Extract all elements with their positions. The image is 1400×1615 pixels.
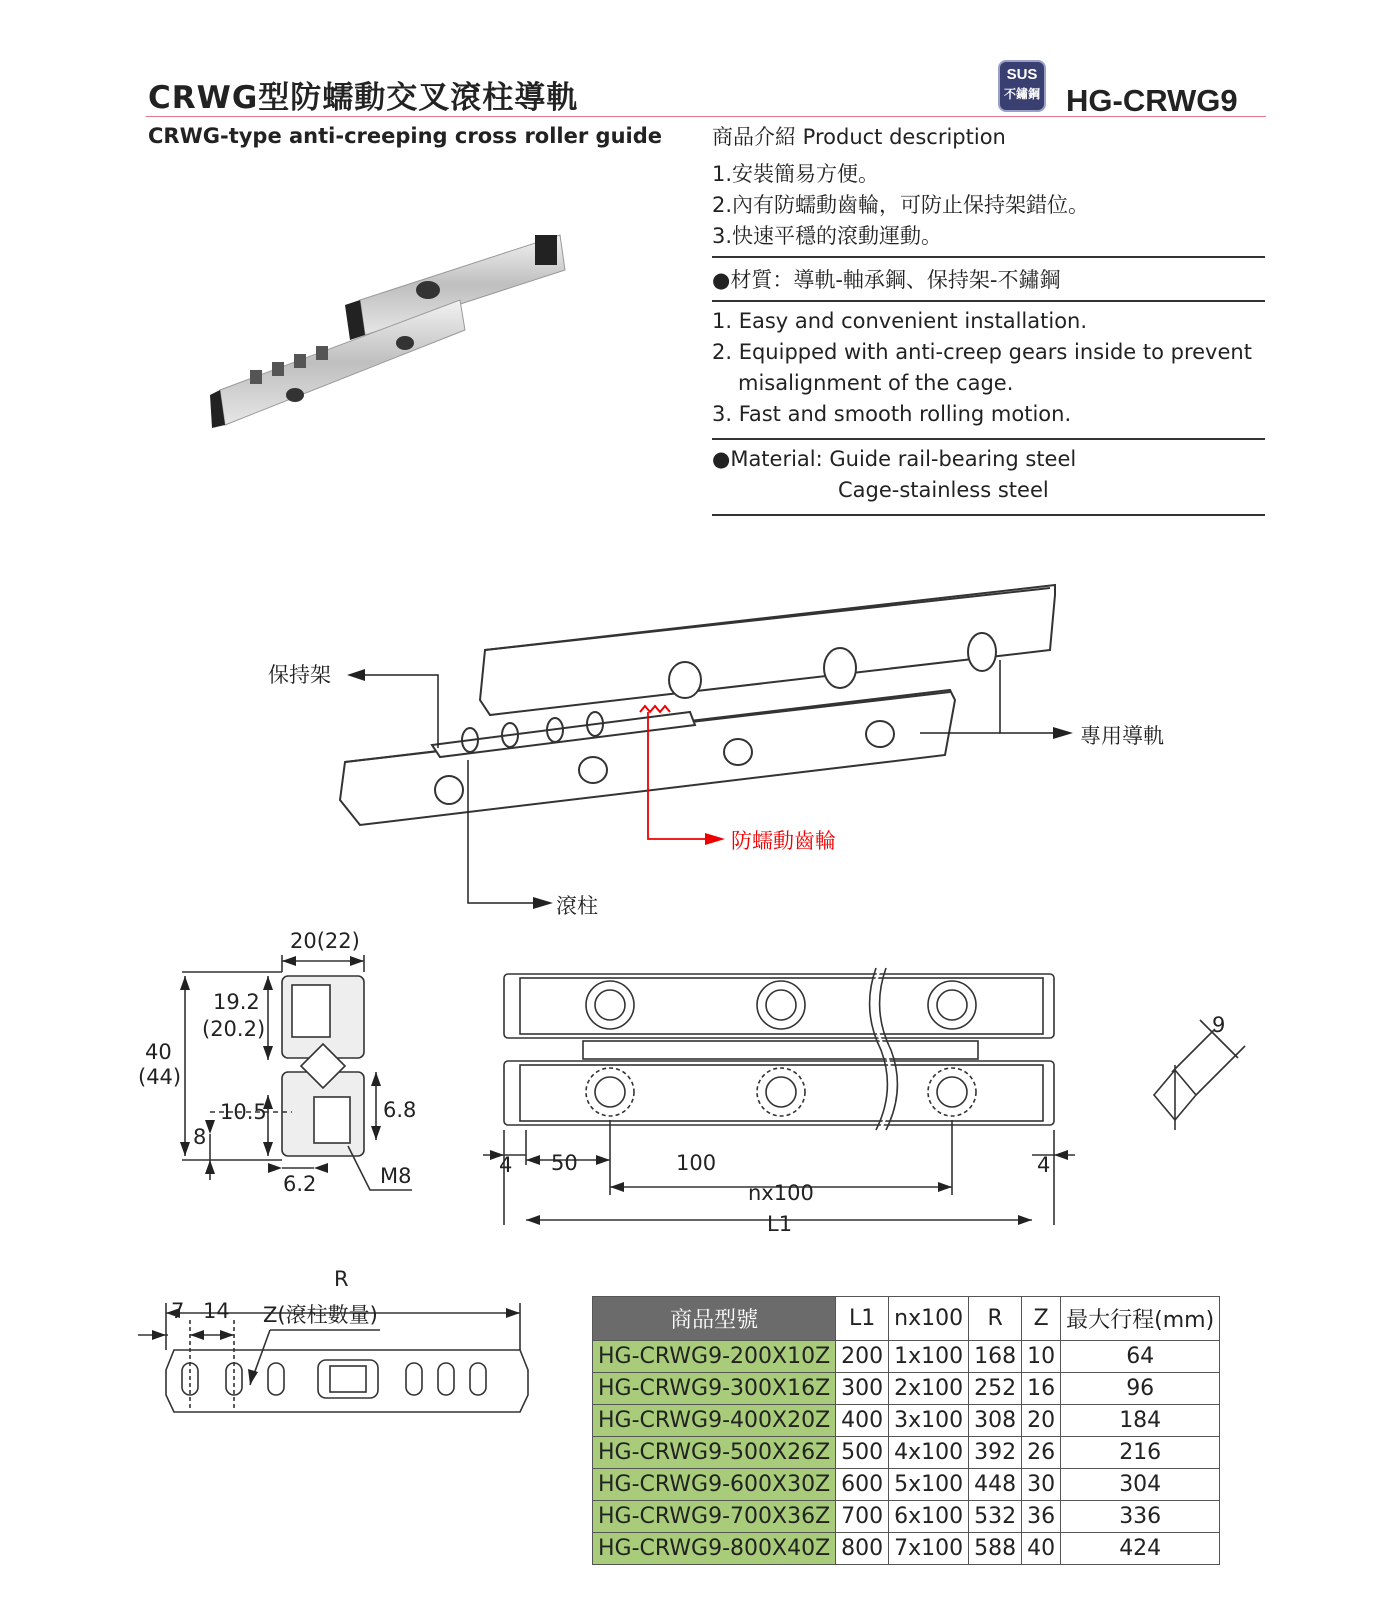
- cell-model: HG-CRWG9-200X10Z: [593, 1341, 836, 1373]
- zh-material: ●材質：導軌-軸承鋼、保持架-不鏽鋼: [712, 268, 1061, 292]
- col-max-stroke: 最大行程(mm): [1061, 1297, 1220, 1341]
- cell-nx100: 5x100: [889, 1469, 969, 1501]
- zh-item-1: 1.安裝簡易方便。: [712, 162, 880, 186]
- cell-z: 26: [1022, 1437, 1061, 1469]
- cell-z: 16: [1022, 1373, 1061, 1405]
- cell-r: 392: [969, 1437, 1022, 1469]
- sus-badge-bottom: 不鏽鋼: [1003, 87, 1040, 101]
- cell-model: HG-CRWG9-800X40Z: [593, 1533, 836, 1565]
- table-row: [593, 1373, 1220, 1405]
- page-subtitle: CRWG-type anti-creeping cross roller guide: [148, 124, 662, 148]
- zh-item-3: 3.快速平穩的滾動運動。: [712, 224, 943, 248]
- en-material-2: Cage-stainless steel: [838, 478, 1049, 502]
- dim-9: 9: [1212, 1013, 1226, 1037]
- table-header-row: [593, 1297, 1220, 1341]
- dim-r: R: [334, 1267, 349, 1291]
- zh-item-2: 2.內有防蠕動齒輪，可防止保持架錯位。: [712, 193, 1090, 217]
- table-row: [593, 1437, 1220, 1469]
- dim-8: 8: [193, 1125, 207, 1149]
- dim-half-height-alt: (20.2): [202, 1017, 266, 1041]
- cell-max-stroke: 216: [1061, 1437, 1220, 1469]
- cell-max-stroke: 336: [1061, 1501, 1220, 1533]
- cell-l1: 600: [836, 1469, 889, 1501]
- sus-badge-top: SUS: [1006, 66, 1038, 83]
- description-heading: 商品介紹 Product description: [712, 125, 1006, 149]
- en-item-1: 1. Easy and convenient installation.: [712, 309, 1088, 333]
- dim-100: 100: [676, 1151, 717, 1175]
- dim-50: 50: [551, 1151, 578, 1175]
- cell-max-stroke: 64: [1061, 1341, 1220, 1373]
- dim-half-height: 19.2: [213, 990, 260, 1014]
- cell-r: 252: [969, 1373, 1022, 1405]
- cell-max-stroke: 304: [1061, 1469, 1220, 1501]
- dim-6-8: 6.8: [383, 1098, 417, 1122]
- cell-nx100: 6x100: [889, 1501, 969, 1533]
- label-cage: 保持架: [268, 663, 331, 687]
- dim-4-left: 4: [499, 1153, 513, 1177]
- cell-z: 30: [1022, 1469, 1061, 1501]
- cell-l1: 800: [836, 1533, 889, 1565]
- cell-model: HG-CRWG9-400X20Z: [593, 1405, 836, 1437]
- dim-roller-count: Z(滾柱數量): [263, 1303, 378, 1327]
- cell-nx100: 2x100: [889, 1373, 969, 1405]
- spec-table: [592, 1296, 1220, 1565]
- cell-nx100: 3x100: [889, 1405, 969, 1437]
- dim-l1: L1: [767, 1212, 793, 1236]
- dim-total-height: 40: [145, 1040, 172, 1064]
- label-gear: 防蠕動齒輪: [731, 829, 836, 853]
- table-row: [593, 1341, 1220, 1373]
- cell-model: HG-CRWG9-500X26Z: [593, 1437, 836, 1469]
- cell-z: 10: [1022, 1341, 1061, 1373]
- model-number: HG-CRWG9: [1066, 83, 1238, 118]
- dim-width: 20(22): [290, 929, 360, 953]
- table-row: [593, 1469, 1220, 1501]
- cell-max-stroke: 184: [1061, 1405, 1220, 1437]
- cell-nx100: 4x100: [889, 1437, 969, 1469]
- cell-z: 40: [1022, 1533, 1061, 1565]
- en-item-2: 2. Equipped with anti-creep gears inside to prevent: [712, 340, 1252, 364]
- label-rail: 專用導軌: [1080, 724, 1164, 748]
- en-item-3: 3. Fast and smooth rolling motion.: [712, 402, 1072, 426]
- dim-total-height-alt: (44): [138, 1065, 182, 1089]
- en-material-1: ●Material: Guide rail-bearing steel: [712, 447, 1077, 471]
- col-nx100: nx100: [889, 1297, 969, 1341]
- table-row: [593, 1405, 1220, 1437]
- cell-model: HG-CRWG9-600X30Z: [593, 1469, 836, 1501]
- cell-nx100: 7x100: [889, 1533, 969, 1565]
- dim-7: 7: [171, 1299, 185, 1323]
- label-roller: 滾柱: [556, 894, 598, 918]
- cell-l1: 700: [836, 1501, 889, 1533]
- col-model: 商品型號: [593, 1297, 836, 1341]
- col-r: R: [969, 1297, 1022, 1341]
- cell-model: HG-CRWG9-300X16Z: [593, 1373, 836, 1405]
- cell-l1: 500: [836, 1437, 889, 1469]
- cell-z: 20: [1022, 1405, 1061, 1437]
- en-item-2-cont: misalignment of the cage.: [738, 371, 1014, 395]
- dim-4-right: 4: [1037, 1153, 1051, 1177]
- cell-model: HG-CRWG9-700X36Z: [593, 1501, 836, 1533]
- cell-max-stroke: 96: [1061, 1373, 1220, 1405]
- dim-14: 14: [203, 1299, 230, 1323]
- col-z: Z: [1022, 1297, 1061, 1341]
- cell-l1: 400: [836, 1405, 889, 1437]
- cell-l1: 200: [836, 1341, 889, 1373]
- cell-z: 36: [1022, 1501, 1061, 1533]
- cell-r: 308: [969, 1405, 1022, 1437]
- cell-nx100: 1x100: [889, 1341, 969, 1373]
- cell-l1: 300: [836, 1373, 889, 1405]
- cell-r: 448: [969, 1469, 1022, 1501]
- dim-10-5: 10.5: [220, 1100, 267, 1124]
- table-row: [593, 1533, 1220, 1565]
- cell-r: 168: [969, 1341, 1022, 1373]
- page-title: CRWG型防蠕動交叉滾柱導軌: [148, 80, 579, 116]
- dim-nx100: nx100: [748, 1181, 814, 1205]
- dim-6-2: 6.2: [283, 1172, 317, 1196]
- cell-r: 532: [969, 1501, 1022, 1533]
- cell-r: 588: [969, 1533, 1022, 1565]
- dim-m8: M8: [380, 1164, 412, 1188]
- col-l1: L1: [836, 1297, 889, 1341]
- table-row: [593, 1501, 1220, 1533]
- cell-max-stroke: 424: [1061, 1533, 1220, 1565]
